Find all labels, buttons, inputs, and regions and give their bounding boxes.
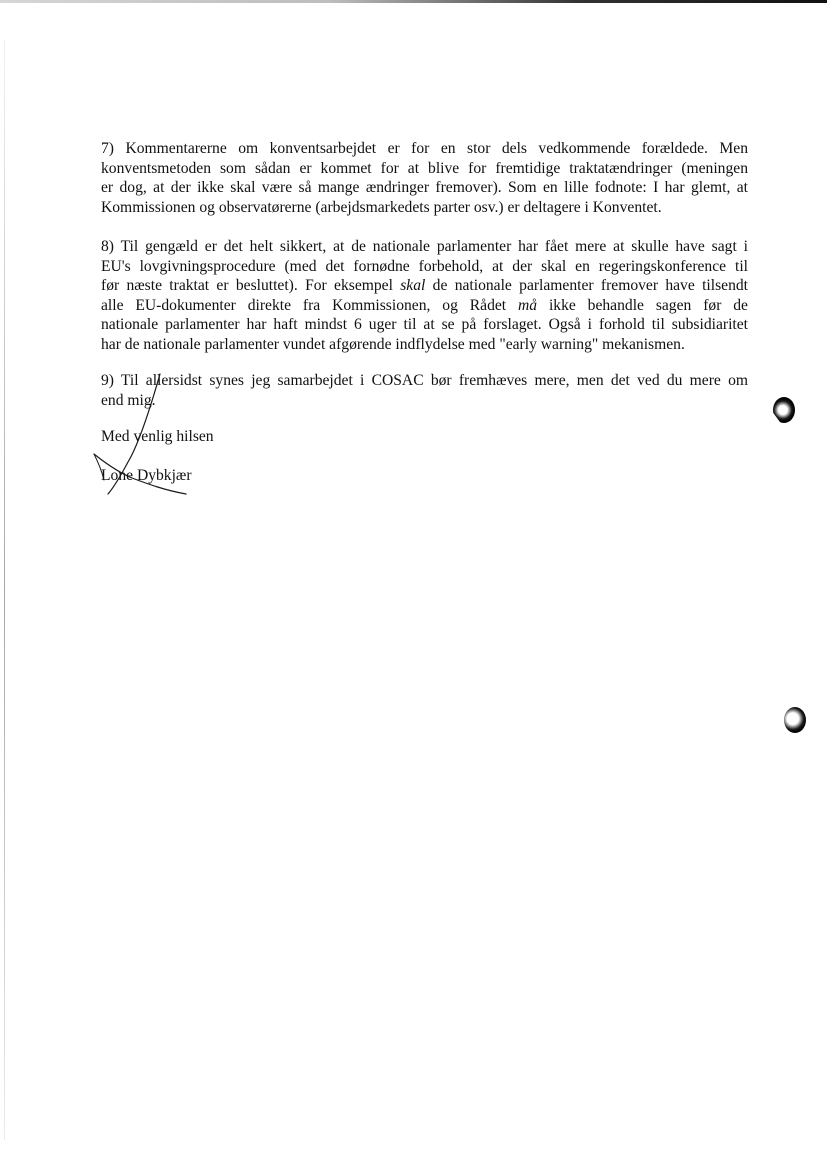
text-fragment: alle EU-dokumenter direkte fra Kommissionen, og Rådet: [101, 296, 507, 314]
emphasis-word: må: [518, 296, 538, 314]
punch-hole-icon: [784, 707, 806, 733]
text-line-with-emphasis: [101, 296, 748, 316]
text-line: end mig.: [101, 391, 156, 409]
text-line: EU's lovgivningsprocedure (med det fornødne forbehold, at der skal en regeringskonference til: [101, 257, 748, 275]
text-line: 9) Til allersidst synes jeg samarbejdet i COSAC bør fremhæves mere, men det ved du mere om: [101, 372, 748, 389]
closing-salutation: Med venlig hilsen: [101, 428, 214, 445]
text-fragment: ikke behandle sagen før de: [548, 296, 748, 314]
paragraph-8: [101, 237, 748, 355]
punch-hole-icon: [773, 397, 795, 423]
scan-top-edge: [0, 0, 827, 3]
text-line: Kommissionen og observatørerne (arbejdsmarkedets parter osv.) er deltagere i Konventet.: [101, 198, 662, 216]
signer-name: Lone Dybkjær: [101, 467, 192, 484]
text-line: 8) Til gengæld er det helt sikkert, at de nationale parlamenter har fået mere at skulle have sagt i: [101, 238, 748, 255]
text-line-with-emphasis: [101, 276, 748, 296]
text-line: 7) Kommentarerne om konventsarbejdet er for en stor dels vedkommende forældede. Men: [101, 140, 748, 157]
text-fragment: før næste traktat er besluttet). For eksempel: [101, 277, 393, 295]
emphasis-word: skal: [400, 277, 426, 295]
text-line: konventsmetoden som sådan er kommet for at blive for fremtidige traktatændringer (meningen: [101, 159, 748, 177]
paragraph-7: [101, 139, 748, 217]
text-line: er dog, at der ikke skal være så mange ændringer fremover). Som en lille fodnote: I har glemt, at: [101, 179, 748, 197]
paragraph-9: [101, 371, 748, 410]
text-fragment: de nationale parlamenter fremover have tilsendt: [432, 277, 748, 295]
text-line: nationale parlamenter har haft mindst 6 uger til at se på forslaget. Også i forhold til subsidiaritet: [101, 316, 748, 334]
scan-left-edge: [4, 40, 5, 1140]
text-line: har de nationale parlamenter vundet afgørende indflydelse med "early warning" mekanismen.: [101, 335, 685, 353]
